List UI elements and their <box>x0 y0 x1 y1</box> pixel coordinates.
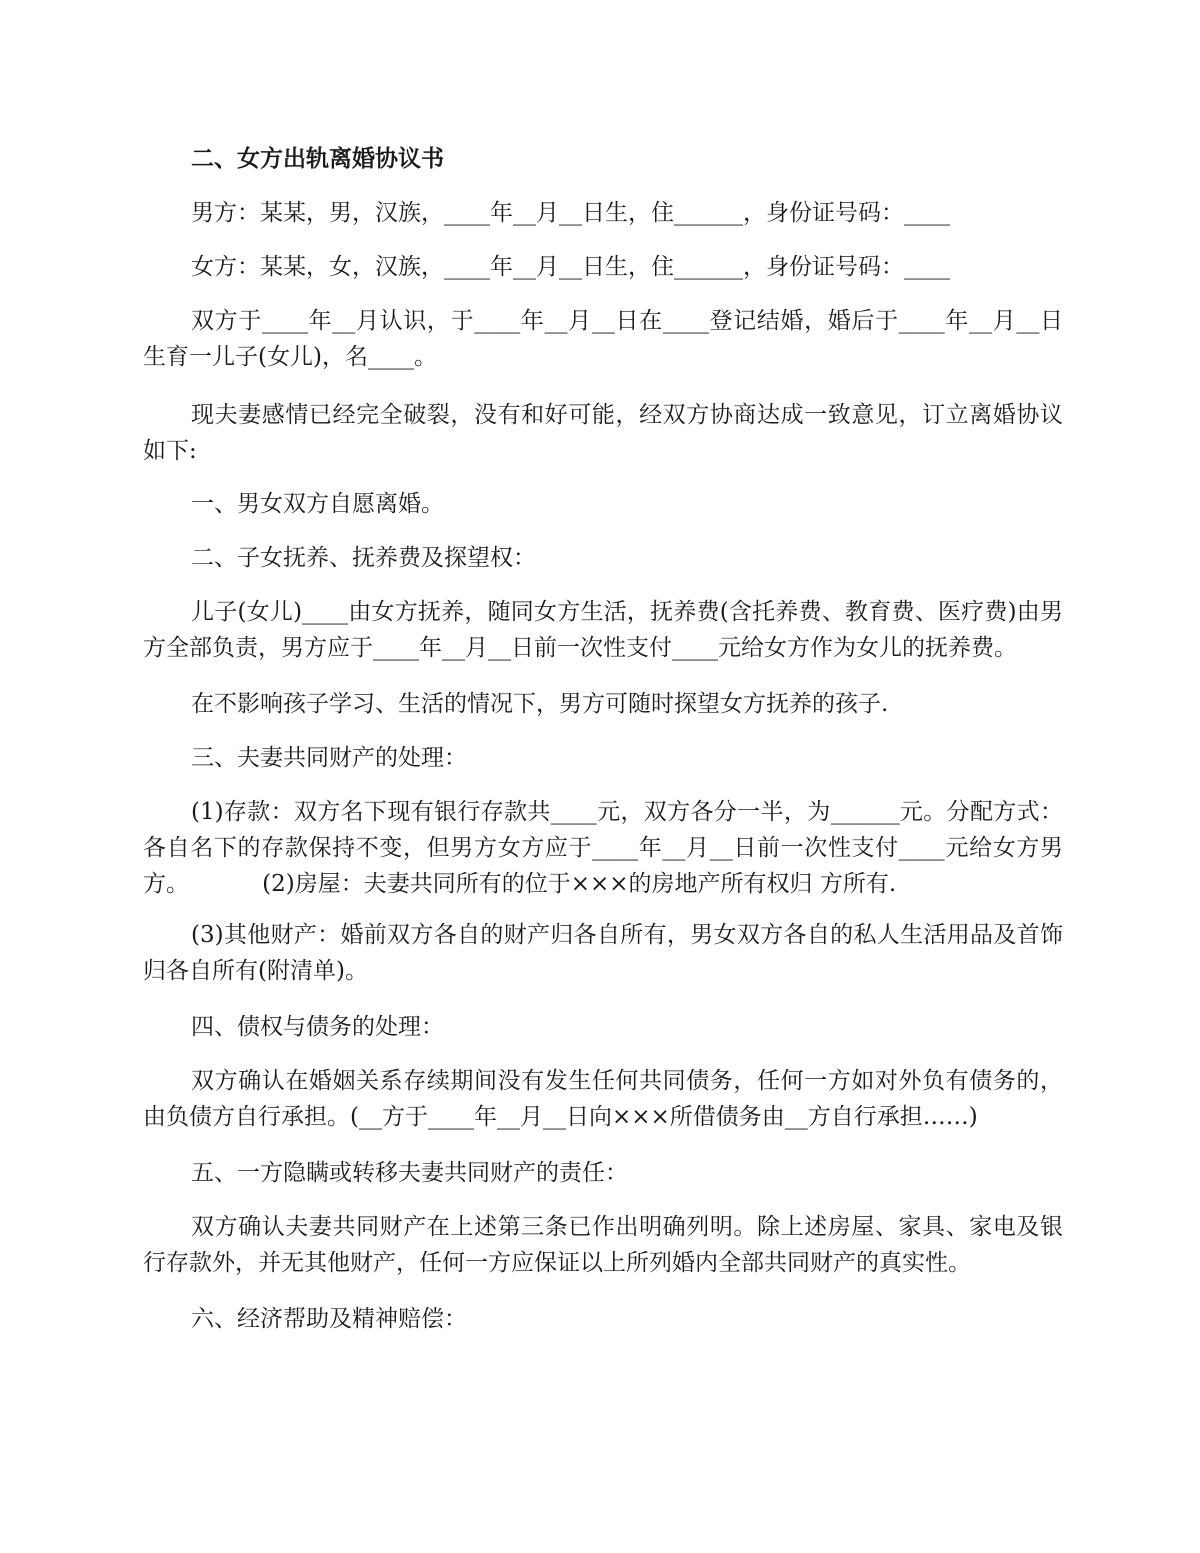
paragraph-child-support: 儿子(女儿)____由女方抚养，随同女方生活，抚养费(含托养费、教育费、医疗费)由男方全部负责，男方应于____年__月__日前一次性支付____元给女方作为女儿的抚养费。 <box>143 599 1063 661</box>
clause-5-heading: 五、一方隐瞒或转移夫妻共同财产的责任： <box>191 1160 628 1186</box>
clause-1-heading: 一、男女双方自愿离婚。 <box>191 491 444 517</box>
paragraph-agreement-intro: 现夫妻感情已经完全破裂，没有和好可能，经双方协商达成一致意见，订立离婚协议如下: <box>143 402 1063 464</box>
paragraph-other-property: (3)其他财产：婚前双方各自的财产归各自所有，男女双方各自的私人生活用品及首饰归各自所有(附清单)。 <box>143 922 1063 984</box>
clause-4-heading: 四、债权与债务的处理： <box>191 1014 444 1040</box>
paragraph-marriage-info: 双方于____年__月认识，于____年__月__日在____登记结婚，婚后于____年__月__日生育一儿子(女儿)，名____。 <box>143 308 1063 370</box>
paragraph-wife-info: 女方：某某，女，汉族，____年__月__日生，住______，身份证号码：____ <box>191 254 950 280</box>
paragraph-husband-info: 男方：某某，男，汉族，____年__月__日生，住______，身份证号码：____ <box>191 200 950 226</box>
document-title: 二、女方出轨离婚协议书 <box>191 145 444 172</box>
clause-3-heading: 三、夫妻共同财产的处理： <box>191 745 467 771</box>
clause-6-heading: 六、经济帮助及精神赔偿： <box>191 1306 467 1332</box>
paragraph-debts: 双方确认在婚姻关系存续期间没有发生任何共同债务，任何一方如对外负有债务的，由负债方自行承担。(__方于____年__月__日向×××所借债务由__方自行承担……) <box>143 1068 1063 1130</box>
paragraph-concealment: 双方确认夫妻共同财产在上述第三条已作出明确列明。除上述房屋、家具、家电及银行存款外，并无其他财产，任何一方应保证以上所列婚内全部共同财产的真实性。 <box>143 1214 1063 1276</box>
paragraph-deposits-house: (1)存款：双方名下现有银行存款共____元，双方各分一半，为______元。分配方式：各自名下的存款保持不变，但男方女方应于____年__月__日前一次性支付____元给女方男方。 (2)房屋：夫妻共同所有的位于×××的房地产所有权归 方所有. <box>143 799 1063 897</box>
clause-2-heading: 二、子女抚养、抚养费及探望权： <box>191 545 536 571</box>
paragraph-visitation: 在不影响孩子学习、生活的情况下，男方可随时探望女方抚养的孩子. <box>191 691 889 717</box>
